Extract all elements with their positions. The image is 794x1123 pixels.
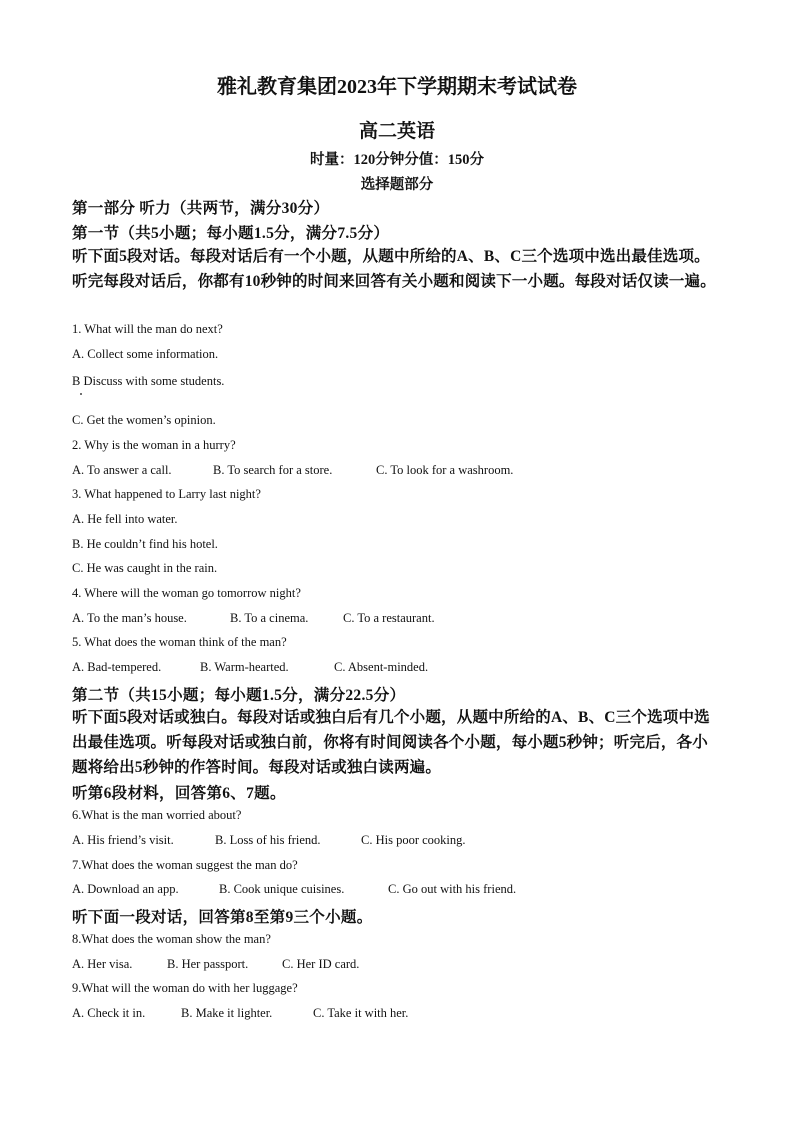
question-9-stem: 9.What will the woman do with her luggage? (72, 981, 298, 995)
question-6-option-a: A. His friend’s visit. (72, 833, 174, 847)
question-3-option-c: C. He was caught in the rain. (72, 561, 218, 575)
question-4-option-a: A. To the man’s house. (72, 611, 187, 625)
question-5-option-c: C. Absent-minded. (334, 660, 429, 674)
section2-heading: 第二节（共15小题；每小题1.5分，满分22.5分） (72, 687, 406, 704)
time-info: 时量：120分钟分值：150分 (310, 152, 484, 168)
section1-heading: 第一节（共5小题；每小题1.5分，满分7.5分） (72, 225, 390, 242)
group-6-7-label: 听第6段材料，回答第6、7题。 (72, 785, 286, 802)
question-1-option-a: A. Collect some information. (72, 347, 219, 361)
question-2-option-b: B. To search for a store. (213, 463, 333, 477)
question-5-stem: 5. What does the woman think of the man? (72, 635, 287, 649)
question-2-stem: 2. Why is the woman in a hurry? (72, 438, 236, 452)
question-4-option-b: B. To a cinema. (230, 611, 309, 625)
question-7-option-b: B. Cook unique cuisines. (219, 882, 345, 896)
question-3-option-a: A. He fell into water. (72, 512, 178, 526)
question-1-stem: 1. What will the man do next? (72, 322, 223, 336)
question-6-stem: 6.What is the man worried about? (72, 808, 242, 822)
question-8-option-a: A. Her visa. (72, 957, 133, 971)
question-4-option-c: C. To a restaurant. (343, 611, 435, 625)
question-6-option-c: C. His poor cooking. (361, 833, 466, 847)
question-1-option-c: C. Get the women’s opinion. (72, 413, 216, 427)
question-3-option-b: B. He couldn’t find his hotel. (72, 537, 218, 551)
question-5-option-a: A. Bad-tempered. (72, 660, 162, 674)
section1-instructions: 听下面5段对话。每段对话后有一个小题，从题中所给的A、B、C三个选项中选出最佳选项。听完每段对话后，你都有10秒钟的时间来回答有关小题和阅读下一小题。每段对话仅读一遍。 (72, 248, 716, 290)
question-1-option-b: B Discuss with some students. (72, 374, 225, 388)
question-5-option-b: B. Warm-hearted. (200, 660, 289, 674)
question-8-option-c: C. Her ID card. (282, 957, 360, 971)
question-8-option-b: B. Her passport. (167, 957, 249, 971)
question-4-stem: 4. Where will the woman go tomorrow night? (72, 586, 301, 600)
question-8-stem: 8.What does the woman show the man? (72, 932, 271, 946)
section2-instructions: 听下面5段对话或独白。每段对话或独白后有几个小题，从题中所给的A、B、C三个选项中选出最佳选项。听每段对话或独白前，你将有时间阅读各个小题，每小题5秒钟；听完后，各小题将给出5秒钟的作答时间。每段对话或独白读两遍。 (72, 709, 710, 776)
exam-title: 雅礼教育集团2023年下学期期末考试试卷 (217, 76, 577, 98)
question-7-option-a: A. Download an app. (72, 882, 179, 896)
question-6-option-b: B. Loss of his friend. (215, 833, 321, 847)
part1-heading: 第一部分 听力（共两节，满分30分） (72, 200, 330, 217)
question-2-option-a: A. To answer a call. (72, 463, 172, 477)
question-9-option-a: A. Check it in. (72, 1006, 146, 1020)
question-7-stem: 7.What does the woman suggest the man do? (72, 858, 298, 872)
subject-title: 高二英语 (358, 121, 435, 142)
question-2-option-c: C. To look for a washroom. (376, 463, 514, 477)
question-9-option-c: C. Take it with her. (313, 1006, 409, 1020)
choice-section-label: 选择题部分 (360, 177, 434, 193)
question-7-option-c: C. Go out with his friend. (388, 882, 517, 896)
question-9-option-b: B. Make it lighter. (181, 1006, 273, 1020)
stray-dot (80, 393, 82, 395)
question-3-stem: 3. What happened to Larry last night? (72, 487, 261, 501)
group-8-9-label: 听下面一段对话，回答第8至第9三个小题。 (72, 909, 373, 926)
